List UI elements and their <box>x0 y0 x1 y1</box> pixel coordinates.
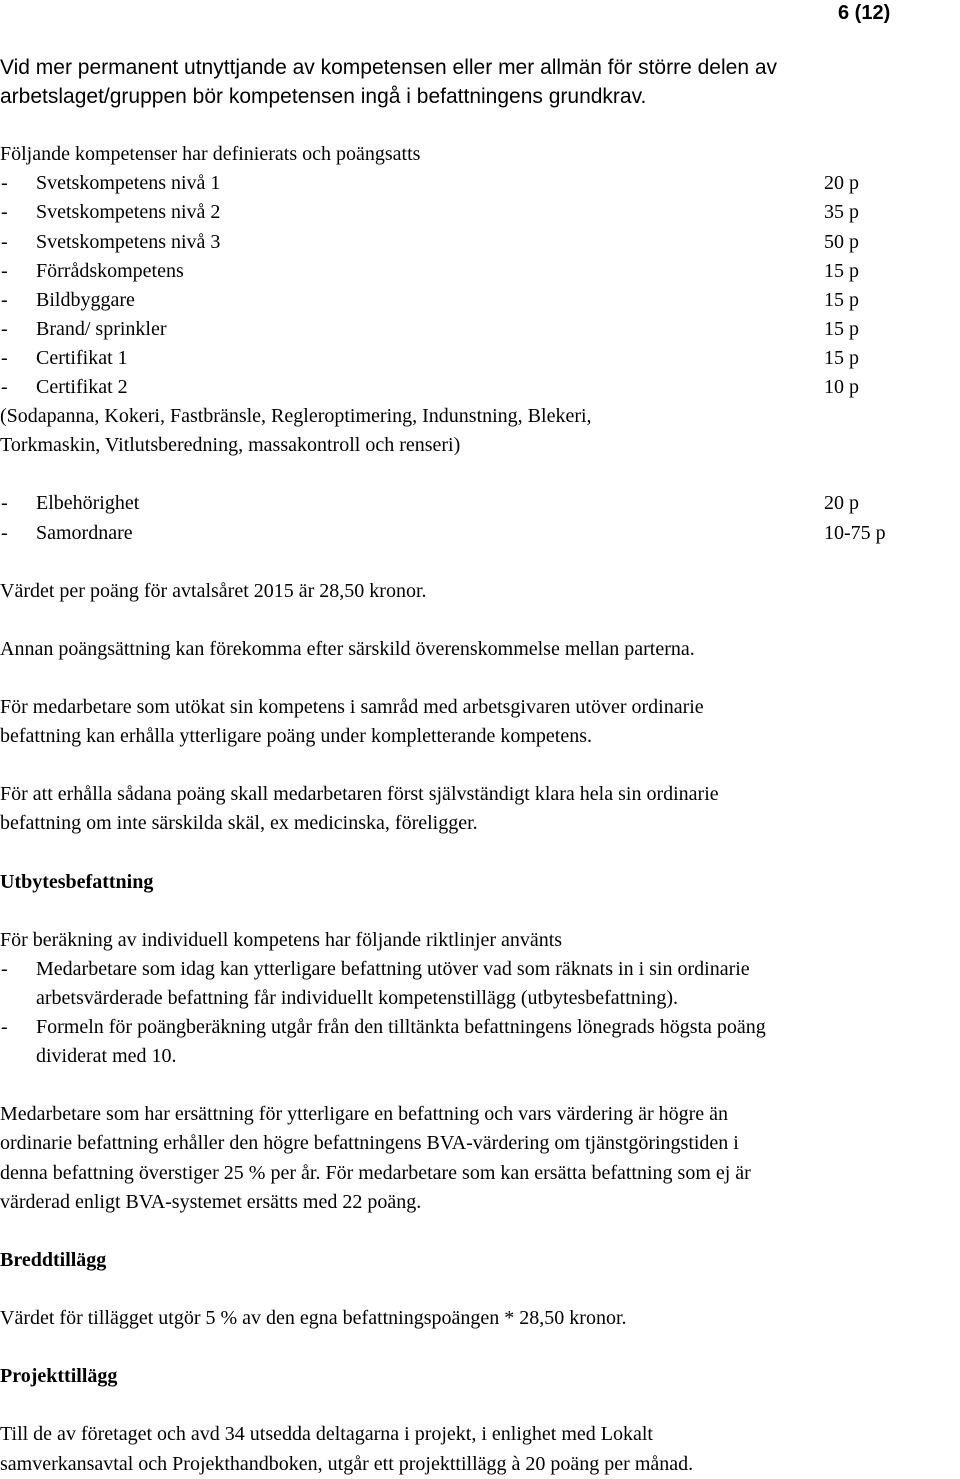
paragraph-line: För att erhålla sådana poäng skall medarbetaren först självständigt klara hela sin ordinarie <box>0 783 719 806</box>
projekttillagg-paragraph <box>0 1420 960 1478</box>
replacement-paragraph <box>0 1100 960 1216</box>
section-heading-projekttillagg: Projekttillägg <box>0 1365 118 1388</box>
competency-points: 15 p <box>824 317 859 340</box>
dash: - <box>1 492 8 515</box>
competency-label: Certifikat 1 <box>36 346 128 369</box>
dash: - <box>1 521 8 544</box>
intro-paragraph <box>0 53 960 111</box>
breddtillagg-text: Värdet för tillägget utgör 5 % av den egna befattningspoängen * 28,50 kronor. <box>0 1307 627 1330</box>
competency-points: 15 p <box>824 259 859 282</box>
document-body <box>0 53 960 1479</box>
paragraph-line: befattning kan erhålla ytterligare poäng under kompletterande kompetens. <box>0 725 593 748</box>
paragraph-line: samverkansavtal och Projekthandboken, utgår ett projekttillägg à 20 poäng per månad. <box>0 1452 694 1475</box>
competency-label: Elbehörighet <box>36 492 140 515</box>
competency-points: 50 p <box>824 230 859 253</box>
competency-label: Brand/ sprinkler <box>36 317 167 340</box>
intro-line: Vid mer permanent utnyttjande av kompetensen eller mer allmän för större delen av <box>0 56 778 79</box>
competency-label: Samordnare <box>36 521 133 544</box>
competency-item <box>0 257 960 286</box>
dash: - <box>1 957 8 980</box>
paragraph-line: ordinarie befattning erhåller den högre befattningens BVA-värdering om tjänstgöringstiden i <box>0 1132 739 1155</box>
certificate-note: (Sodapanna, Kokeri, Fastbränsle, Regleroptimering, Indunstning, Blekeri, <box>0 405 592 428</box>
competency-points: 15 p <box>824 288 859 311</box>
dash: - <box>1 172 8 195</box>
competency-points: 10-75 p <box>824 521 886 544</box>
competency-points: 20 p <box>824 172 859 195</box>
dash: - <box>1 1016 8 1039</box>
certificate-note: Torkmaskin, Vitlutsberedning, massakontroll och renseri) <box>0 434 461 457</box>
competency-label: Bildbyggare <box>36 288 135 311</box>
expanded-competence-paragraph <box>0 693 960 751</box>
competency-item <box>0 315 960 344</box>
competency-item <box>0 344 960 373</box>
dash: - <box>1 230 8 253</box>
competency-item <box>0 489 960 518</box>
competency-list <box>0 140 960 547</box>
section-heading-breddtillagg: Breddtillägg <box>0 1248 107 1271</box>
competency-intro: Följande kompetenser har definierats och poängsatts <box>0 143 421 166</box>
competency-label: Svetskompetens nivå 2 <box>36 201 221 224</box>
competency-item <box>0 373 960 402</box>
dash: - <box>1 201 8 224</box>
competency-points: 15 p <box>824 346 859 369</box>
utbytes-intro: För beräkning av individuell kompetens har följande riktlinjer använts <box>0 928 563 951</box>
competency-item <box>0 169 960 198</box>
section-heading-utbytesbefattning: Utbytesbefattning <box>0 870 154 893</box>
page-number: 6 (12) <box>838 2 891 24</box>
bullet-line: Formeln för poängberäkning utgår från den tilltänkta befattningens lönegrads högsta poäng <box>36 1016 766 1039</box>
bullet-line: dividerat med 10. <box>36 1045 177 1068</box>
dash: - <box>1 346 8 369</box>
paragraph-line: Till de av företaget och avd 34 utsedda deltagarna i projekt, i enlighet med Lokalt <box>0 1423 653 1446</box>
other-scoring: Annan poängsättning kan förekomma efter särskild överenskommelse mellan parterna. <box>0 637 695 660</box>
guideline-bullet <box>0 1013 960 1071</box>
dash: - <box>1 259 8 282</box>
bullet-line: arbetsvärderade befattning får individuellt kompetenstillägg (utbytesbefattning). <box>36 987 679 1009</box>
value-per-point: Värdet per poäng för avtalsåret 2015 är 28,50 kronor. <box>0 579 427 602</box>
paragraph-line: För medarbetare som utökat sin kompetens i samråd med arbetsgivaren utöver ordinarie <box>0 696 704 719</box>
dash: - <box>1 317 8 340</box>
dash: - <box>1 288 8 311</box>
competency-item <box>0 198 960 227</box>
competency-label: Svetskompetens nivå 1 <box>36 172 221 195</box>
competency-label: Förrådskompetens <box>36 259 184 282</box>
bullet-line: Medarbetare som idag kan ytterligare befattning utöver vad som räknats in i sin ordinarie <box>36 957 750 980</box>
competency-label: Certifikat 2 <box>36 376 128 399</box>
requirement-paragraph <box>0 780 960 838</box>
intro-line: arbetslaget/gruppen bör kompetensen ingå i befattningens grundkrav. <box>0 85 647 109</box>
competency-points: 20 p <box>824 492 859 515</box>
competency-item <box>0 228 960 257</box>
guideline-bullet <box>0 955 960 1013</box>
paragraph-line: Medarbetare som har ersättning för ytterligare en befattning och vars värdering är högre än <box>0 1103 729 1126</box>
competency-points: 10 p <box>824 376 859 399</box>
competency-points: 35 p <box>824 201 859 224</box>
paragraph-line: befattning om inte särskilda skäl, ex medicinska, föreligger. <box>0 812 478 835</box>
competency-item <box>0 519 960 548</box>
competency-item <box>0 286 960 315</box>
paragraph-line: värderad enligt BVA-systemet ersätts med 22 poäng. <box>0 1190 422 1213</box>
dash: - <box>1 376 8 399</box>
competency-label: Svetskompetens nivå 3 <box>36 230 221 253</box>
paragraph-line: denna befattning överstiger 25 % per år. För medarbetare som kan ersätta befattning som ej är <box>0 1161 751 1184</box>
